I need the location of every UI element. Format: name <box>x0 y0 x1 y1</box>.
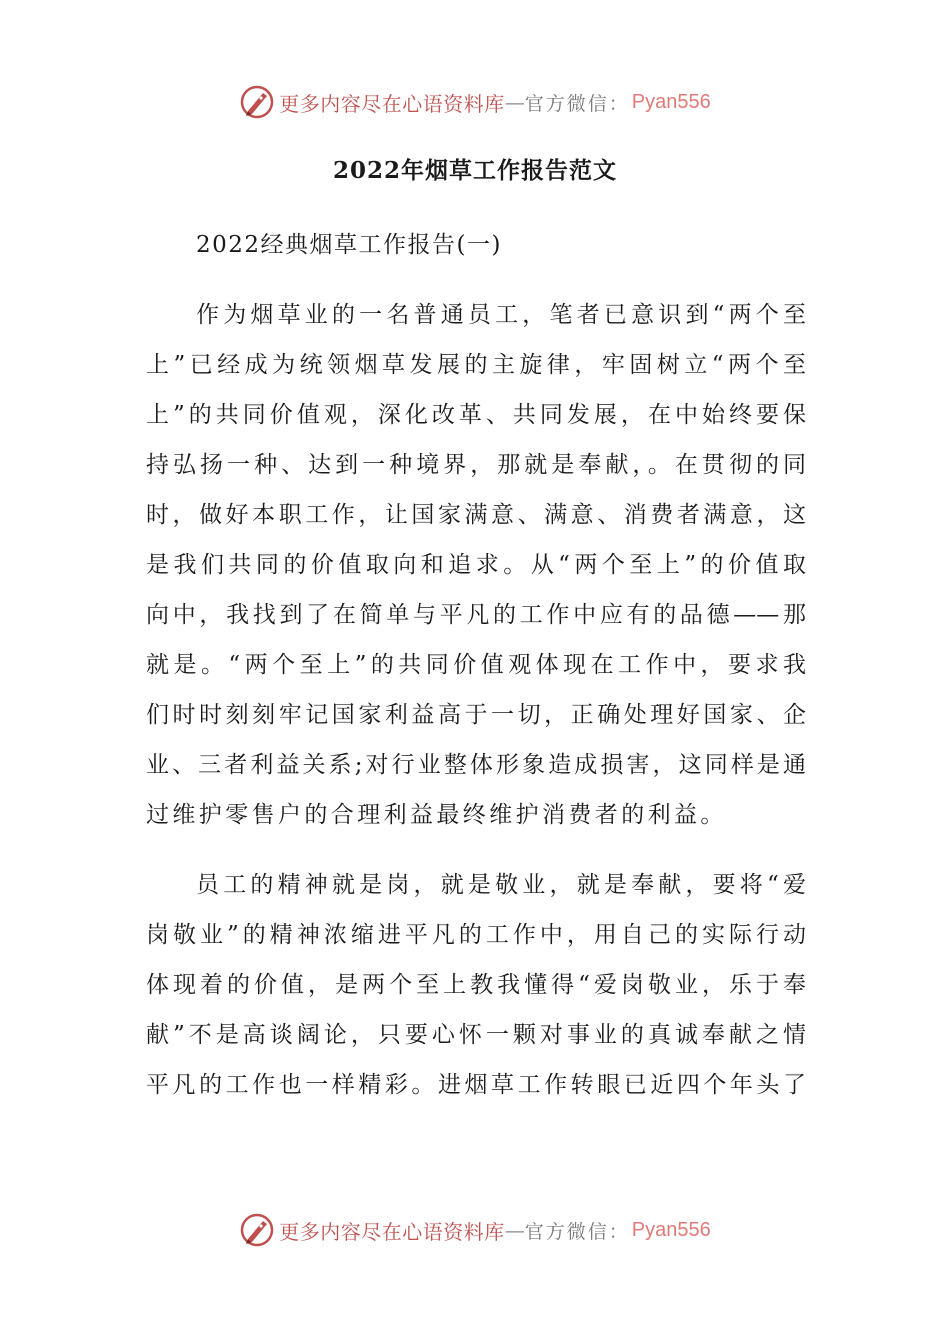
paragraph-line: 岗敬业”的精神浓缩进平凡的工作中，用自己的实际行动 <box>146 922 806 948</box>
paragraph-line: 是我们共同的价值取向和追求。从“两个至上”的价值取 <box>146 552 806 578</box>
banner-official-label: 官方微信： <box>524 1220 630 1243</box>
paragraph-1 <box>146 290 806 840</box>
paragraph-line: 平凡的工作也一样精彩。进烟草工作转眼已近四个年头了 <box>146 1072 806 1098</box>
paragraph-line: 们时时刻刻牢记国家利益高于一切，正确处理好国家、企 <box>146 702 806 728</box>
pen-circle-icon <box>239 1212 275 1248</box>
banner-separator: — <box>504 90 525 114</box>
header-watermark <box>0 82 950 122</box>
paragraph-line: 上”的共同价值观，深化改革、共同发展，在中始终要保 <box>146 402 806 428</box>
paragraph-line: 献”不是高谈阔论，只要心怀一颗对事业的真诚奉献之情 <box>146 1022 806 1048</box>
banner-main-text: 更多内容尽在心语资料库 <box>279 91 505 116</box>
paragraph-line: 过维护零售户的合理利益最终维护消费者的利益。 <box>146 802 727 828</box>
paragraph-2 <box>146 860 806 1110</box>
banner-separator: — <box>504 1218 525 1242</box>
pen-circle-icon <box>239 84 275 120</box>
paragraph-line: 就是。“两个至上”的共同价值观体现在工作中，要求我 <box>146 652 806 678</box>
document-subtitle: 2022经典烟草工作报告(一) <box>196 232 502 258</box>
paragraph-line: 时，做好本职工作，让国家满意、满意、消费者满意，这 <box>146 502 806 528</box>
banner-wechat-id: Pyan556 <box>631 90 711 113</box>
document-title: 2022年烟草工作报告范文 <box>332 157 617 184</box>
paragraph-line: 作为烟草业的一名普通员工，笔者已意识到“两个至 <box>196 302 806 328</box>
paragraph-line: 体现着的价值，是两个至上教我懂得“爱岗敬业，乐于奉 <box>146 972 806 998</box>
banner-official-label: 官方微信： <box>524 92 630 115</box>
paragraph-line: 持弘扬一种、达到一种境界，那就是奉献，。在贯彻的同 <box>146 452 806 478</box>
banner-main-text: 更多内容尽在心语资料库 <box>279 1219 505 1244</box>
paragraph-line: 向中，我找到了在简单与平凡的工作中应有的品德——那 <box>146 602 806 628</box>
footer-watermark <box>0 1210 950 1250</box>
banner-wechat-id: Pyan556 <box>631 1218 711 1241</box>
paragraph-line: 上”已经成为统领烟草发展的主旋律，牢固树立“两个至 <box>146 352 806 378</box>
paragraph-line: 员工的精神就是岗，就是敬业，就是奉献，要将“爱 <box>196 872 806 898</box>
paragraph-line: 业、三者利益关系;对行业整体形象造成损害，这同样是通 <box>146 752 806 778</box>
